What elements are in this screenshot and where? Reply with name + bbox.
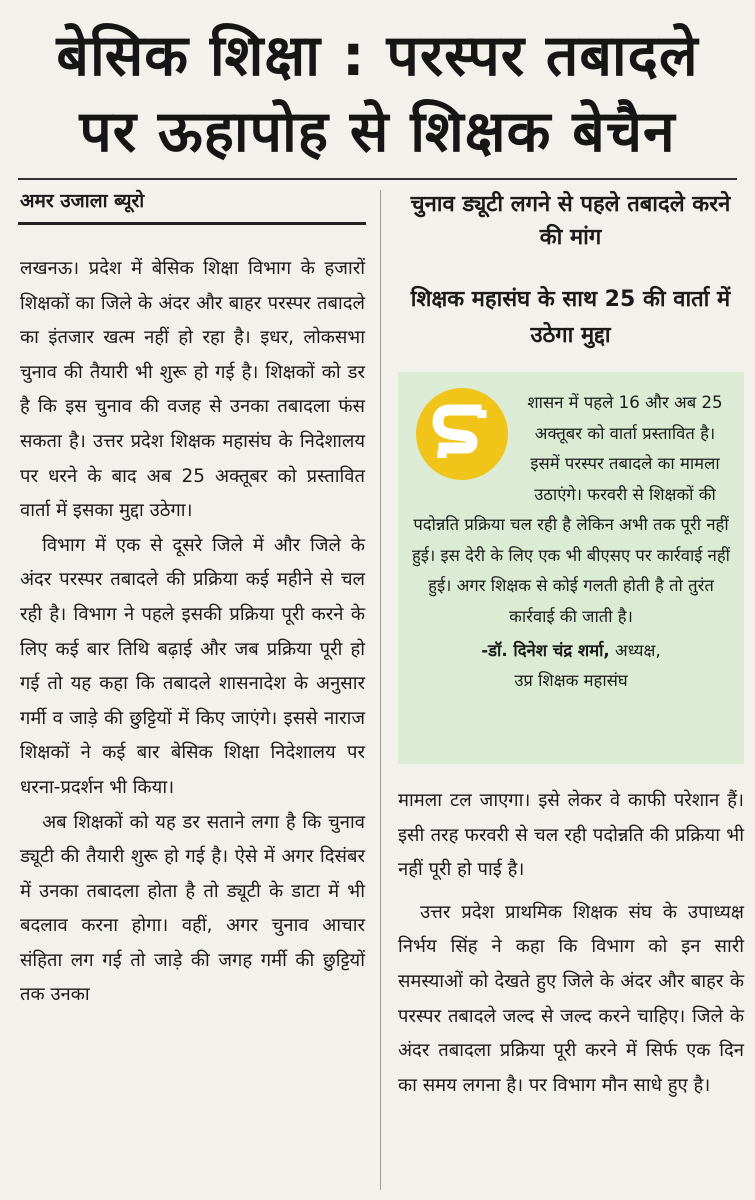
quote-author-org: उप्र शिक्षक महासंघ (514, 671, 628, 690)
subheading-secondary: शिक्षक महासंघ के साथ 25 की वार्ता में उठेगा मुद्दा (410, 287, 731, 348)
byline: अमर उजाला ब्यूरो (20, 190, 145, 212)
article-paragraph: अब शिक्षकों को यह डर सताने लगा है कि चुनाव ड्यूटी की तैयारी शुरू हो गई है। ऐसे में अगर दिसंबर में उनका तबादला होता है तो ड्यूटी के डाटा में भी बदलाव करना होगा। वहीं, अगर चुनाव आचार संहिता लग गई तो जाड़े की जगह गर्मी की छुट्टियों तक उनका (20, 811, 365, 1006)
article-right-column (398, 784, 744, 1103)
quote-signature (412, 636, 730, 696)
quote-author: -डॉ. दिनेश चंद्र शर्मा, (481, 641, 610, 660)
quote-author-role: अध्यक्ष, (615, 641, 661, 660)
headline-line-1: बेसिक शिक्षा : परस्पर तबादले (56, 23, 699, 89)
quote-box (398, 372, 744, 764)
byline-divider (18, 222, 366, 225)
article-paragraph: मामला टल जाएगा। इसे लेकर वे काफी परेशान हैं। इसी तरह फरवरी से चल रही पदोन्नति की प्रक्रिया भी नहीं पूरी हो पाई है। (398, 790, 744, 881)
s-emblem-icon (416, 388, 508, 480)
headline-line-2: पर ऊहापोह से शिक्षक बेचैन (79, 99, 676, 165)
article-paragraph: लखनऊ। प्रदेश में बेसिक शिक्षा विभाग के हजारों शिक्षकों का जिले के अंदर और बाहर परस्पर तबादले का इंतजार खत्म नहीं हो रहा है। इधर, लोकसभा चुनाव की तैयारी भी शुरू हो गई है। शिक्षकों को डर है कि इस चुनाव की वजह से उनका तबादला फंस सकता है। उत्तर प्रदेश शिक्षक महासंघ के निदेशालय पर धरने के बाद अब 25 अक्तूबर को प्रस्तावित वार्ता में इसका मुद्दा उठेगा। (20, 258, 365, 522)
article-paragraph: विभाग में एक से दूसरे जिले में और जिले के अंदर परस्पर तबादले की प्रक्रिया कई महीने से चल रही है। विभाग ने पहले इसकी प्रक्रिया पूरी करने के लिए कई बार तिथि बढ़ाई और जब प्रक्रिया पूरी हो गई तो यह कहा कि तबादले शासनादेश के अनुसार गर्मी व जाड़े की छुट्टियों में किए जाएंगे। इससे नाराज शिक्षकों ने कई बार बेसिक शिक्षा निदेशालय पर धरना-प्रदर्शन भी किया। (20, 534, 365, 798)
article-paragraph: उत्तर प्रदेश प्राथमिक शिक्षक संघ के उपाध्यक्ष निर्भय सिंह ने कहा कि विभाग को इन सारी समस्याओं को देखते हुए जिले के अंदर और बाहर के परस्पर तबादले जल्द से जल्द करने चाहिए। जिले के अंदर तबादला प्रक्रिया पूरी करने में सिर्फ एक दिन का समय लगना है। पर विभाग मौन साधे हुए है। (398, 901, 744, 1096)
headline (10, 18, 745, 170)
quote-text: शासन में पहले 16 और अब 25 अक्तूबर को वार्ता प्रस्तावित है। इसमें परस्पर तबादले का मामला उठाएंगे। फरवरी से शिक्षकों की पदोन्नति प्रक्रिया चल रही है लेकिन अभी तक पूरी नहीं हुई। इस देरी के लिए एक भी बीएसए पर कार्रवाई नहीं हुई। अगर शिक्षक से कोई गलती होती है तो तुरंत कार्रवाई की जाती है। (412, 393, 730, 626)
organization-logo-icon (416, 388, 508, 480)
subheading-primary: चुनाव ड्यूटी लगने से पहले तबादले करने की मांग (410, 192, 731, 250)
column-divider (380, 190, 381, 1190)
headline-divider (18, 178, 737, 180)
article-left-column (20, 252, 365, 1013)
